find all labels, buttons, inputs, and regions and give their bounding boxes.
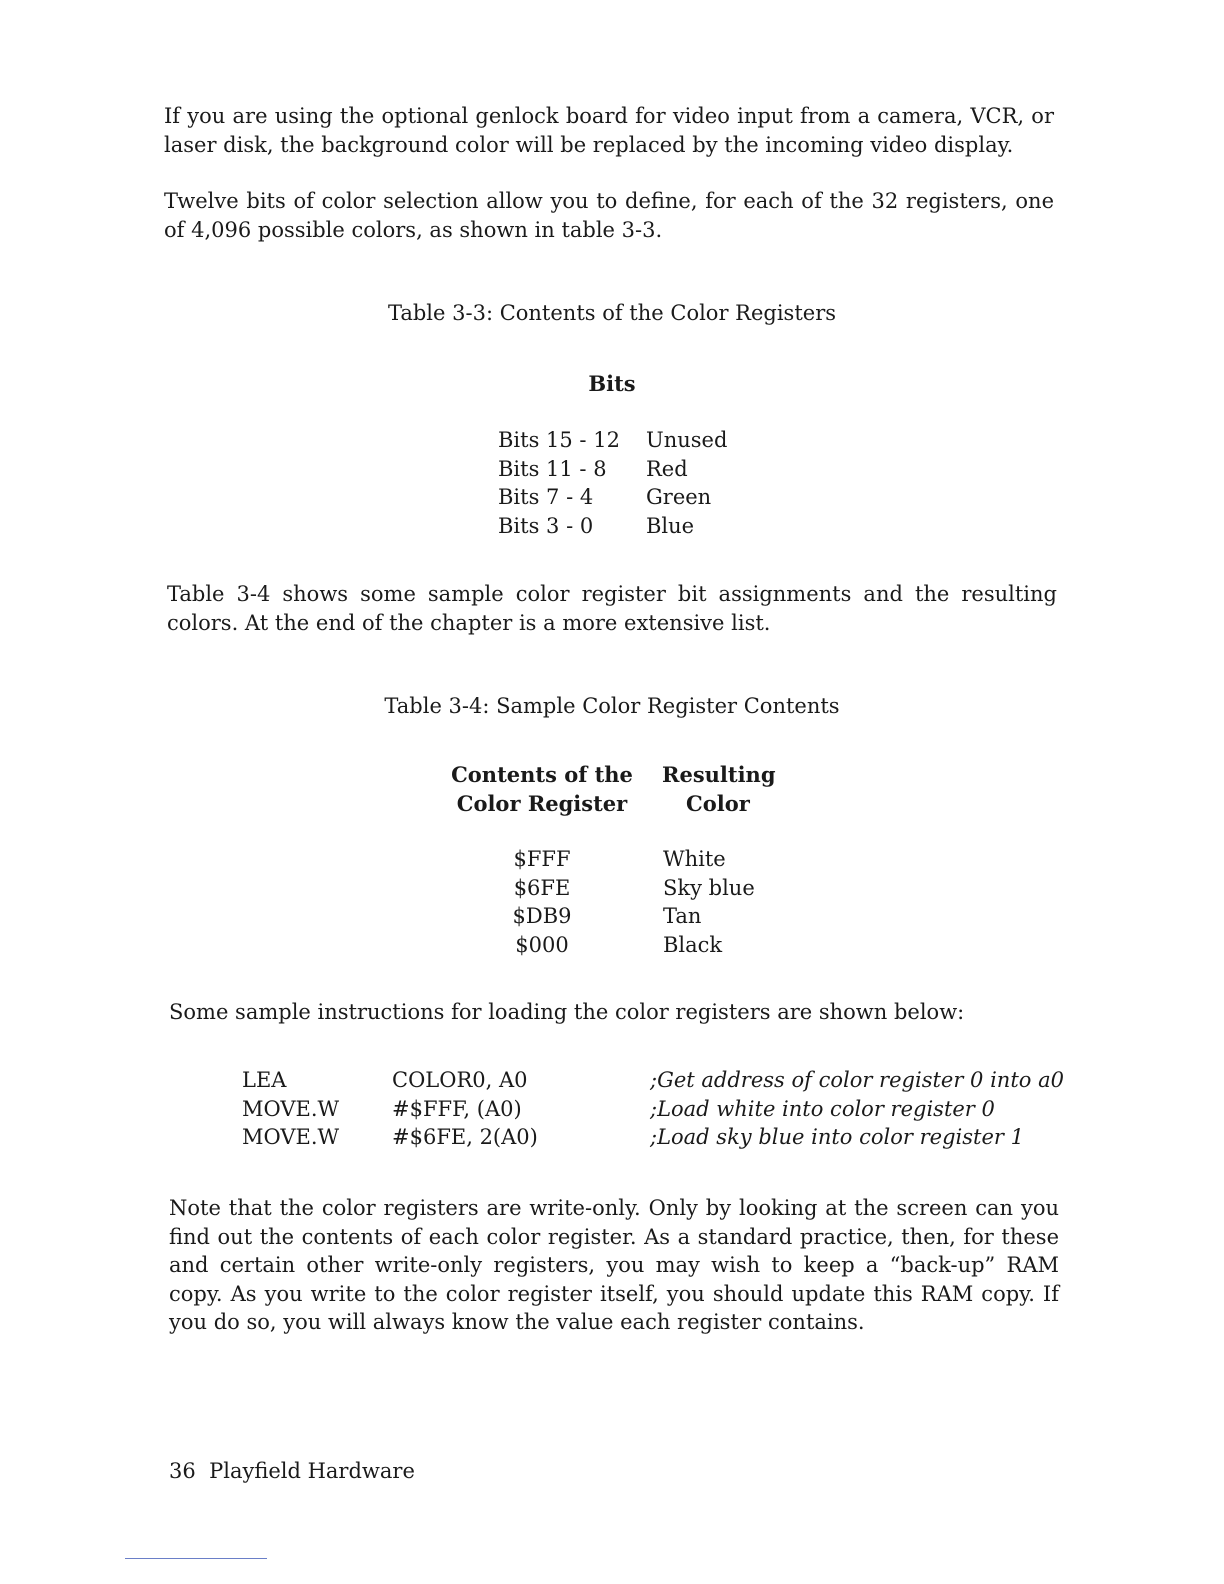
code-operands: #$6FE, 2(A0) bbox=[392, 1125, 538, 1149]
table-row bbox=[438, 845, 846, 874]
bits-range: Bits 3 - 0 bbox=[498, 513, 594, 538]
code-operands: COLOR0, A0 bbox=[392, 1068, 528, 1092]
code-line bbox=[242, 1066, 1090, 1095]
bits-meaning: Green bbox=[646, 485, 712, 509]
paragraph-genlock: If you are using the optional genlock board for video input from a camera, VCR, or laser disk, the background color will be replaced by the incoming video display. bbox=[164, 104, 1054, 157]
paragraph-sample-instructions: Some sample instructions for loading the color registers are shown below: bbox=[169, 1000, 965, 1024]
column-header-register: Contents of the bbox=[451, 762, 633, 787]
code-line bbox=[242, 1123, 1090, 1152]
table-3-3 bbox=[498, 426, 727, 540]
table-row bbox=[438, 902, 846, 931]
bits-range: Bits 7 - 4 bbox=[498, 485, 594, 509]
table-3-4-caption: Table 3-4: Sample Color Register Contents bbox=[384, 694, 840, 718]
table-header-row bbox=[438, 761, 846, 790]
bits-meaning: Unused bbox=[646, 428, 728, 452]
register-value: $6FE bbox=[513, 875, 571, 900]
code-comment: ;Load white into color register 0 bbox=[650, 1096, 995, 1121]
table-3-4 bbox=[438, 761, 846, 959]
color-name: Sky blue bbox=[663, 875, 755, 900]
page-footer bbox=[169, 1457, 415, 1486]
column-header-color: Resulting bbox=[662, 762, 776, 787]
code-line bbox=[242, 1095, 1090, 1124]
paragraph-write-only-note: Note that the color registers are write-only. Only by looking at the screen can you find out the contents of each color register. As a standard practice, then, for these and certain other write-only registers, you may wish to keep a “back-up” RAM copy. As you write to the color register itself, you should update this RAM copy. If you do so, you will always know the value each register contains. bbox=[169, 1196, 1059, 1334]
color-name: White bbox=[663, 847, 726, 871]
register-value: $000 bbox=[515, 932, 569, 957]
bits-meaning: Red bbox=[646, 456, 688, 481]
table-row bbox=[498, 426, 727, 455]
table-row bbox=[498, 455, 727, 484]
code-comment: ;Get address of color register 0 into a0 bbox=[650, 1068, 1064, 1092]
table-row bbox=[438, 874, 846, 903]
bits-range: Bits 11 - 8 bbox=[498, 456, 607, 481]
paragraph-twelve-bits: Twelve bits of color selection allow you to define, for each of the 32 registers, one of 4,096 possible colors, as shown in table 3-3. bbox=[164, 189, 1054, 242]
table-row bbox=[438, 931, 846, 960]
table-row bbox=[498, 512, 727, 541]
column-header-register: Color Register bbox=[456, 790, 628, 816]
color-name: Black bbox=[663, 932, 723, 957]
table-header-row bbox=[438, 790, 846, 819]
code-comment: ;Load sky blue into color register 1 bbox=[650, 1125, 1024, 1149]
register-value: $DB9 bbox=[512, 904, 572, 928]
code-listing bbox=[242, 1066, 1090, 1152]
page-number: 36 bbox=[169, 1459, 196, 1483]
code-opcode: MOVE.W bbox=[242, 1125, 340, 1149]
column-header-color: Color bbox=[686, 790, 750, 816]
footer-rule bbox=[125, 1558, 267, 1559]
bits-meaning: Blue bbox=[646, 513, 695, 538]
footer-section-title: Playfield Hardware bbox=[209, 1459, 415, 1483]
code-opcode: MOVE.W bbox=[242, 1096, 340, 1121]
bits-range: Bits 15 - 12 bbox=[498, 428, 620, 452]
color-name: Tan bbox=[663, 904, 702, 928]
register-value: $FFF bbox=[513, 847, 571, 871]
table-3-3-caption: Table 3-3: Contents of the Color Registers bbox=[387, 301, 837, 325]
paragraph-table-3-4-intro: Table 3-4 shows some sample color register bit assignments and the resulting colors. At the end of the chapter is a more extensive list. bbox=[167, 582, 1057, 635]
table-row bbox=[498, 483, 727, 512]
table-3-3-header: Bits bbox=[588, 371, 636, 396]
code-operands: #$FFF, (A0) bbox=[392, 1096, 522, 1121]
code-opcode: LEA bbox=[242, 1068, 287, 1092]
